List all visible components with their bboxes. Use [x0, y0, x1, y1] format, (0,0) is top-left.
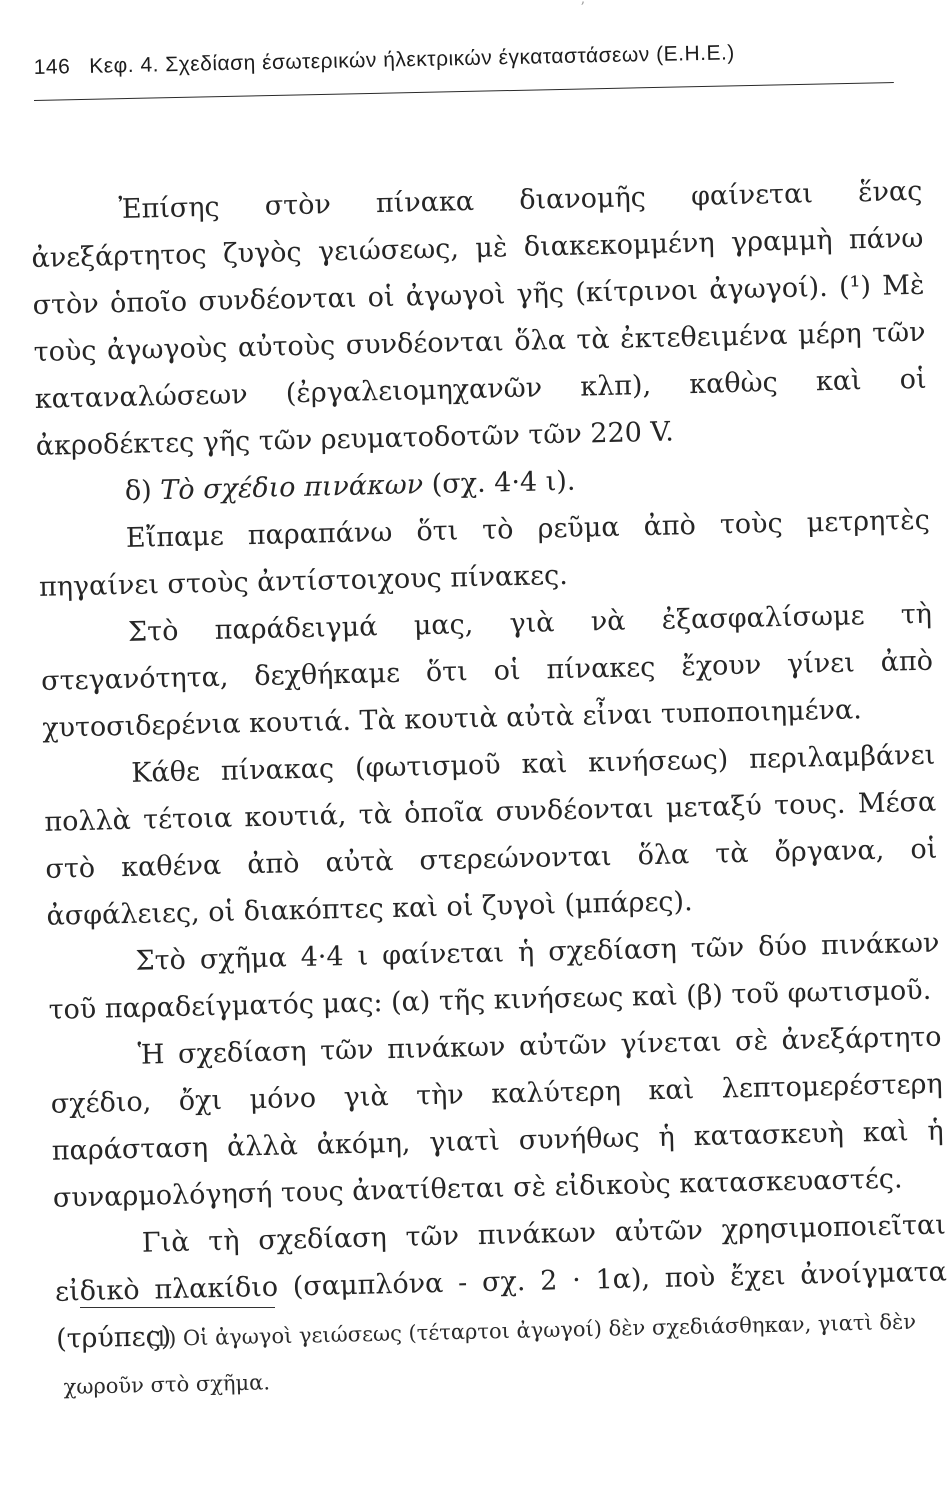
paragraph-6: Ἡ σχεδίαση τῶν πινάκων αὐτῶν γίνεται σὲ ἀνεξάρτητο σχέδιο, ὄχι μόνο γιὰ τὴν καλύτερη καὶ λεπτομερέστερη παράσταση ἀλλὰ ἀκόμη, γιατὶ συνήθως ἡ κατασκευὴ καὶ ἡ συναρμολόγησή τους ἀνατίθεται σὲ εἰδικοὺς κατασκευαστές.: [50, 1021, 944, 1214]
header-rule: [34, 82, 894, 101]
page-number: 146: [33, 55, 71, 80]
footnote: [62, 1298, 924, 1409]
paragraph-1: Ἐπίσης στὸν πίνακα διανομῆς φαίνεται ἕνας ἀνεξάρτητος ζυγὸς γειώσεως, μὲ διακεκομμένη γραμμὴ πάνω στὸν ὁποῖο συνδέονται οἱ ἀγωγοὶ γῆς (κίτρινοι ἀγωγοί). (¹) Μὲ τοὺς ἀγωγοὺς αὐτοὺς συνδέονται ὅλα τὰ ἐκτεθειμένα μέρη τῶν καταναλώσεων (ἐργαλειομηχανῶν κλπ), καθὼς καὶ οἱ ἀκροδέκτες γῆς τῶν ρευματοδοτῶν τῶν 220 V.: [31, 175, 927, 462]
section-ref: (σχ. 4·4 ι).: [431, 465, 576, 500]
paragraph-5: Στὸ σχῆμα 4·4 ι φαίνεται ἡ σχεδίαση τῶν δύο πινάκων τοῦ παραδείγματός μας: (α) τῆς κινήσεως καὶ (β) τοῦ φωτισμοῦ.: [48, 927, 940, 1026]
paragraph-4: Κάθε πίνακας (φωτισμοῦ καὶ κινήσεως) περιλαμβάνει πολλὰ τέτοια κουτιά, τὰ ὁποῖα συνδέονται μεταξύ τους. Μέσα στὸ καθένα ἀπὸ αὐτὰ στερεώνονται ὅλα τὰ ὄργανα, οἱ ἀσφάλειες, οἱ διακόπτες καὶ οἱ ζυγοὶ (μπάρες).: [44, 739, 938, 932]
paragraph-3: Στὸ παράδειγμά μας, γιὰ νὰ ἐξασφαλίσωμε τὴ στεγανότητα, δεχθήκαμε ὅτι οἱ πίνακες ἔχουν γίνει ἀπὸ χυτοσιδερένια κουτιά. Τὰ κουτιὰ αὐτὰ εἶναι τυποποιημένα.: [40, 598, 934, 744]
body-text: [30, 168, 948, 1363]
footnote-text: (1) Οἱ ἀγωγοὶ γειώσεως (τέταρτοι ἀγωγοί) δὲν σχεδιάσθηκαν, γιατὶ δὲν χωροῦν στὸ σχῆμα.: [63, 1309, 917, 1399]
section-label: δ): [124, 475, 153, 507]
paragraph-2: Εἴπαμε παραπάνω ὅτι τὸ ρεῦμα ἀπὸ τοὺς μετρητὲς πηγαίνει στοὺς ἀντίστοιχους πίνακες.: [38, 504, 931, 603]
footnote-rule: [80, 1307, 275, 1308]
section-title: Τὸ σχέδιο πινάκων: [159, 469, 424, 507]
paragraph-7: Γιὰ τὴ σχεδίαση τῶν πινάκων αὐτῶν χρησιμοποιεῖται εἰδικὸ πλακίδιο (σαμπλόνα - σχ. 2 · 1α), ποὺ ἔχει ἀνοίγματα (τρύπες): [54, 1209, 948, 1355]
running-header: [33, 38, 893, 80]
page-mark: ʼ: [580, 0, 585, 16]
running-title: Κεφ. 4. Σχεδίαση έσωτερικών ήλεκτρικών έγκαταστάσεων (Ε.Η.Ε.): [89, 41, 736, 78]
